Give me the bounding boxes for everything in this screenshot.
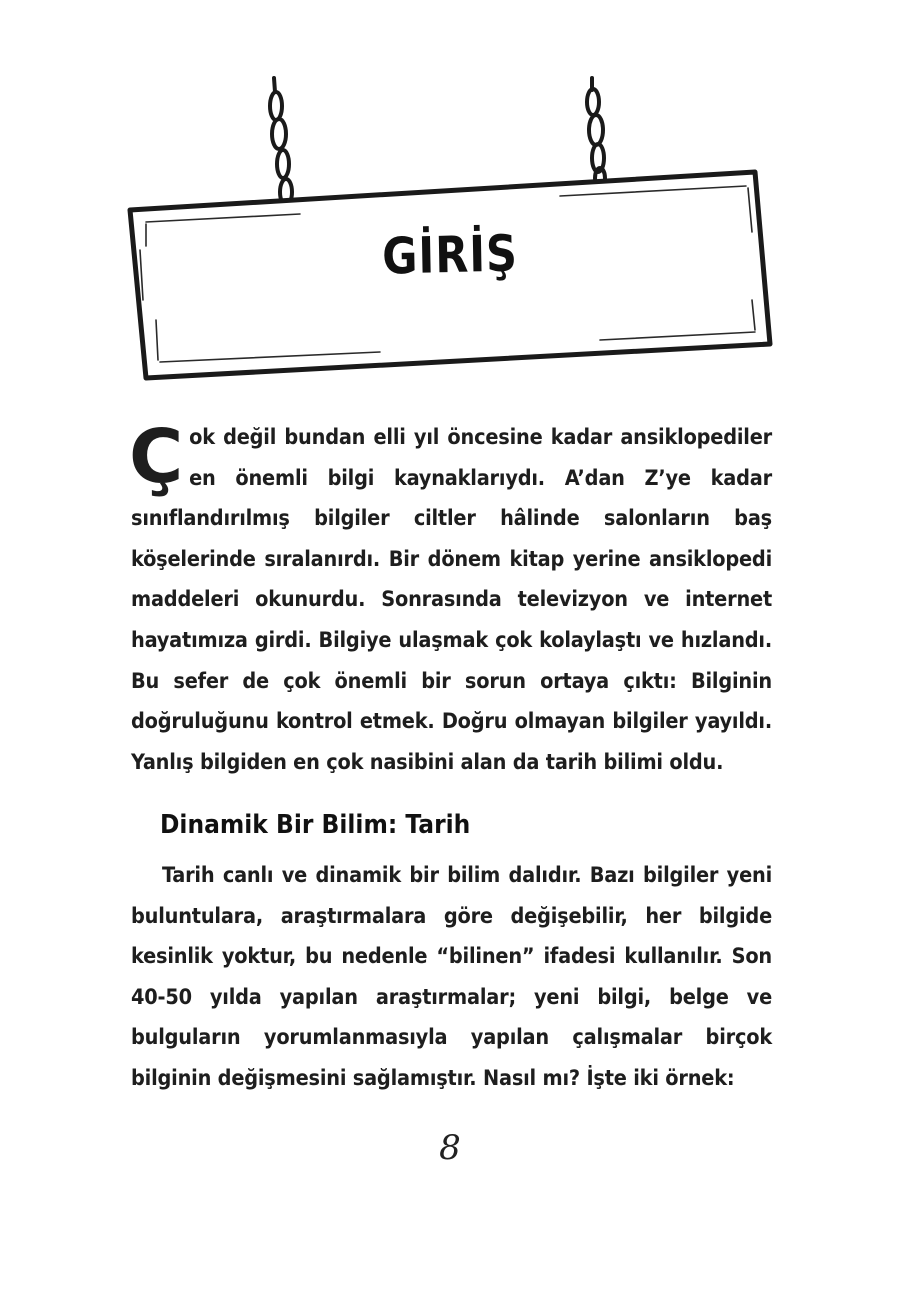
hanging-sign-illustration: [0, 0, 900, 400]
right-chain: [587, 78, 606, 193]
left-chain: [270, 78, 293, 215]
intro-paragraph-text: ok değil bundan elli yıl öncesine kadar ansiklopediler en önemli bilgi kaynaklarıydı. A’dan Z’ye kadar sınıflandırılmış bilgiler ciltler hâlinde salonların baş köşelerinde sıralanırdı. Bir dönem kitap yerine ansiklopedi maddeleri okunurdu. Sonrasında televizyon ve internet hayatımıza girdi. Bilgiye ulaşmak çok kolaylaştı ve hızlandı. Bu sefer de çok önemli bir sorun ortaya çıktı: Bilginin doğruluğunu kontrol etmek. Doğru olmayan bilgiler yayıldı. Yanlış bilgiden en çok nasibini alan da tarih bilimi oldu.: [131, 425, 772, 775]
page-number: 8: [439, 1128, 461, 1168]
section-paragraph: Tarih canlı ve dinamik bir bilim dalıdır. Bazı bilgiler yeni buluntulara, araştırmalara göre değişebilir, her bilgide kesinlik yoktur, bu nedenle “bilinen” ifadesi kullanılır. Son 40-50 yılda yapılan araştırmalar; yeni bilgi, belge ve bulguların yorumlanmasıyla yapılan çalışmalar birçok bilginin değişmesini sağlamıştır. Nasıl mı? İşte iki örnek:: [131, 863, 772, 1091]
drop-cap: Ç: [129, 414, 184, 500]
intro-paragraph: [129, 414, 772, 783]
section-heading: Dinamik Bir Bilim: Tarih: [160, 810, 471, 840]
chapter-title: GİRİŞ: [381, 224, 519, 286]
